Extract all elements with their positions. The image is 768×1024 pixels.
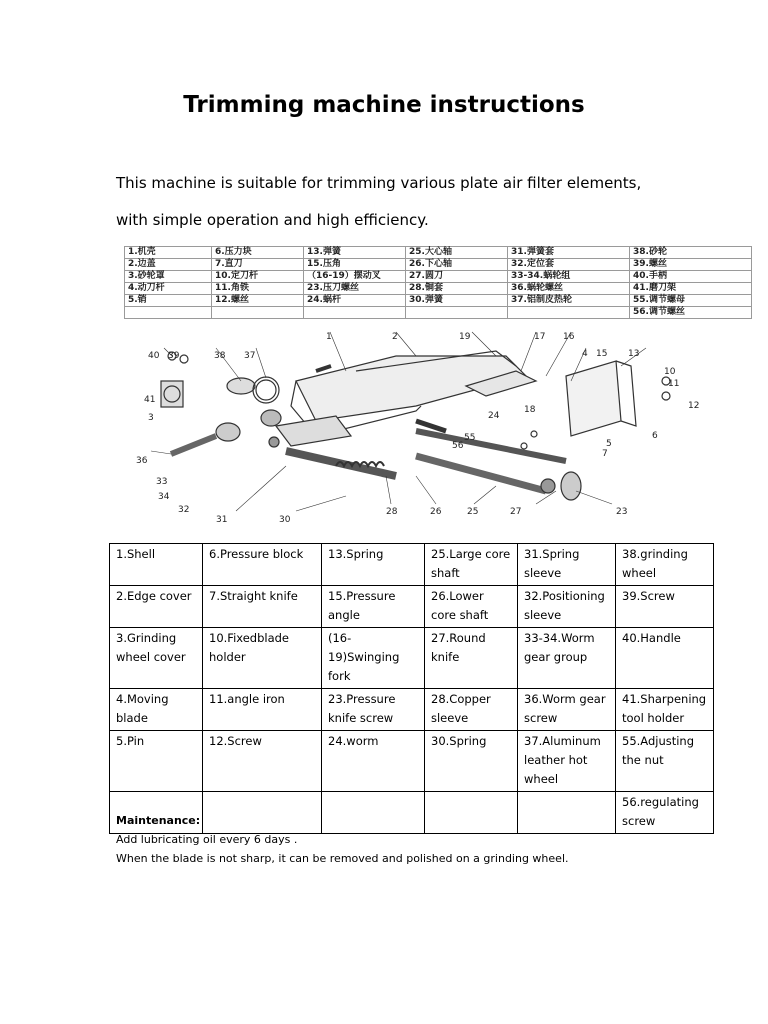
table-cell: 11.角铁 <box>212 283 304 295</box>
table-cell: 2.Edge cover <box>110 586 203 628</box>
table-cell: 38.grinding wheel <box>616 544 714 586</box>
table-row <box>110 792 714 834</box>
page-title: Trimming machine instructions <box>183 92 585 118</box>
table-row <box>110 544 714 586</box>
table-cell: 31.弹簧套 <box>508 247 630 259</box>
table-cell <box>304 307 406 319</box>
table-cell: 56.调节螺丝 <box>630 307 752 319</box>
diagram-callout-label: 33 <box>156 477 168 487</box>
table-cell: 27.Round knife <box>425 628 518 689</box>
table-cell: 26.下心轴 <box>406 259 508 271</box>
table-cell <box>212 307 304 319</box>
english-parts-table <box>109 543 714 834</box>
table-cell <box>518 792 616 834</box>
maintenance-heading: Maintenance: <box>116 814 201 827</box>
table-cell: 24.蜗杆 <box>304 295 406 307</box>
table-cell: 11.angle iron <box>203 689 322 731</box>
table-cell: 6.压力块 <box>212 247 304 259</box>
diagram-callout-label: 25 <box>467 507 479 517</box>
table-cell: 4.Moving blade <box>110 689 203 731</box>
table-cell <box>425 792 518 834</box>
table-cell: 26.Lower core shaft <box>425 586 518 628</box>
table-cell: 25.Large core shaft <box>425 544 518 586</box>
diagram-callout-label: 15 <box>596 349 608 359</box>
diagram-callout-label: 4 <box>582 349 588 359</box>
diagram-callout-label: 2 <box>392 332 398 342</box>
table-cell: 10.定刀杆 <box>212 271 304 283</box>
diagram-callout-label: 39 <box>168 351 180 361</box>
intro-line-2: with simple operation and high efficiency. <box>116 211 429 229</box>
intro-line-1: This machine is suitable for trimming various plate air filter elements, <box>116 174 642 192</box>
diagram-callout-label: 28 <box>386 507 398 517</box>
table-row <box>110 731 714 792</box>
diagram-callout-label: 31 <box>216 515 228 522</box>
maintenance-line-1: Add lubricating oil every 6 days . <box>116 833 298 846</box>
chinese-parts-table <box>124 246 752 319</box>
diagram-callout-label: 18 <box>524 405 536 415</box>
diagram-callout-label: 26 <box>430 507 442 517</box>
table-row <box>125 259 752 271</box>
diagram-callout-label: 19 <box>459 332 471 342</box>
diagram-callout-label: 32 <box>178 505 190 515</box>
diagram-callout-label: 6 <box>652 431 658 441</box>
table-cell: 39.Screw <box>616 586 714 628</box>
table-cell: 40.手柄 <box>630 271 752 283</box>
diagram-callout-label: 17 <box>534 332 546 342</box>
table-row <box>125 271 752 283</box>
table-cell <box>322 792 425 834</box>
diagram-callout-label: 27 <box>510 507 522 517</box>
table-cell: 33-34.蜗轮组 <box>508 271 630 283</box>
table-cell: 15.压角 <box>304 259 406 271</box>
table-cell: 30.弹簧 <box>406 295 508 307</box>
table-cell: 55.调节螺母 <box>630 295 752 307</box>
table-cell: 56.regulating screw <box>616 792 714 834</box>
table-cell: 6.Pressure block <box>203 544 322 586</box>
diagram-callout-label: 36 <box>136 456 148 466</box>
table-cell <box>125 307 212 319</box>
table-cell: 10.Fixedblade holder <box>203 628 322 689</box>
diagram-callout-label: 34 <box>158 492 170 502</box>
diagram-callout-label: 37 <box>244 351 256 361</box>
diagram-callout-label: 16 <box>563 332 575 342</box>
table-cell: 28.铜套 <box>406 283 508 295</box>
table-cell: 4.动刀杆 <box>125 283 212 295</box>
table-row <box>125 247 752 259</box>
diagram-callout-label: 38 <box>214 351 226 361</box>
table-cell: 36.Worm gear screw <box>518 689 616 731</box>
table-cell: （16-19）摆动叉 <box>304 271 406 283</box>
diagram-callout-label: 40 <box>148 351 160 361</box>
table-cell: 40.Handle <box>616 628 714 689</box>
table-cell: 5.销 <box>125 295 212 307</box>
diagram-callout-label: 3 <box>148 413 154 423</box>
diagram-callout-label: 7 <box>602 449 608 459</box>
table-row <box>110 586 714 628</box>
table-cell <box>406 307 508 319</box>
table-cell: (16-19)Swinging fork <box>322 628 425 689</box>
table-row <box>125 307 752 319</box>
table-cell: 5.Pin <box>110 731 203 792</box>
diagram-callout-label: 30 <box>279 515 291 522</box>
table-cell: 3.Grinding wheel cover <box>110 628 203 689</box>
diagram-callout-label: 13 <box>628 349 640 359</box>
table-cell: 15.Pressure angle <box>322 586 425 628</box>
table-cell: 32.定位套 <box>508 259 630 271</box>
table-cell: 12.螺丝 <box>212 295 304 307</box>
table-cell: 1.机壳 <box>125 247 212 259</box>
diagram-callout-label: 10 <box>664 367 676 377</box>
table-cell: 13.弹簧 <box>304 247 406 259</box>
table-cell: 38.砂轮 <box>630 247 752 259</box>
diagram-callout-label: 23 <box>616 507 628 517</box>
diagram-callout-label: 24 <box>488 411 500 421</box>
diagram-callout-label: 1 <box>326 332 332 342</box>
table-cell: 55.Adjusting the nut <box>616 731 714 792</box>
diagram-callout-label: 11 <box>668 379 680 389</box>
diagram-callout-label: 12 <box>688 401 700 411</box>
table-cell: 1.Shell <box>110 544 203 586</box>
table-row <box>110 628 714 689</box>
table-cell: 27.圆刀 <box>406 271 508 283</box>
diagram-callout-label: 55 <box>464 433 476 443</box>
table-cell: 28.Copper sleeve <box>425 689 518 731</box>
table-cell <box>110 792 203 834</box>
exploded-view-diagram <box>116 326 716 522</box>
diagram-callout-label: 56 <box>452 441 464 451</box>
table-cell: 2.边盖 <box>125 259 212 271</box>
table-cell: 7.Straight knife <box>203 586 322 628</box>
table-cell: 30.Spring <box>425 731 518 792</box>
diagram-drawing <box>161 351 670 500</box>
table-row <box>125 283 752 295</box>
table-cell: 12.Screw <box>203 731 322 792</box>
table-cell: 33-34.Worm gear group <box>518 628 616 689</box>
table-cell: 37.Aluminum leather hot wheel <box>518 731 616 792</box>
table-cell: 39.螺丝 <box>630 259 752 271</box>
table-cell: 23.Pressure knife screw <box>322 689 425 731</box>
table-cell: 32.Positioning sleeve <box>518 586 616 628</box>
table-cell: 13.Spring <box>322 544 425 586</box>
table-cell: 3.砂轮罩 <box>125 271 212 283</box>
table-cell: 37.铝制皮热轮 <box>508 295 630 307</box>
table-row <box>110 689 714 731</box>
table-cell: 24.worm <box>322 731 425 792</box>
table-cell <box>203 792 322 834</box>
table-row <box>125 295 752 307</box>
diagram-callout-label: 41 <box>144 395 156 405</box>
table-cell: 25.大心轴 <box>406 247 508 259</box>
maintenance-line-2: When the blade is not sharp, it can be removed and polished on a grinding wheel. <box>116 852 569 865</box>
table-cell: 7.直刀 <box>212 259 304 271</box>
table-cell: 36.蜗轮螺丝 <box>508 283 630 295</box>
table-cell: 41.磨刀架 <box>630 283 752 295</box>
diagram-callout-label: 5 <box>606 439 612 449</box>
table-cell: 23.压刀螺丝 <box>304 283 406 295</box>
table-cell: 41.Sharpening tool holder <box>616 689 714 731</box>
table-cell <box>508 307 630 319</box>
table-cell: 31.Spring sleeve <box>518 544 616 586</box>
